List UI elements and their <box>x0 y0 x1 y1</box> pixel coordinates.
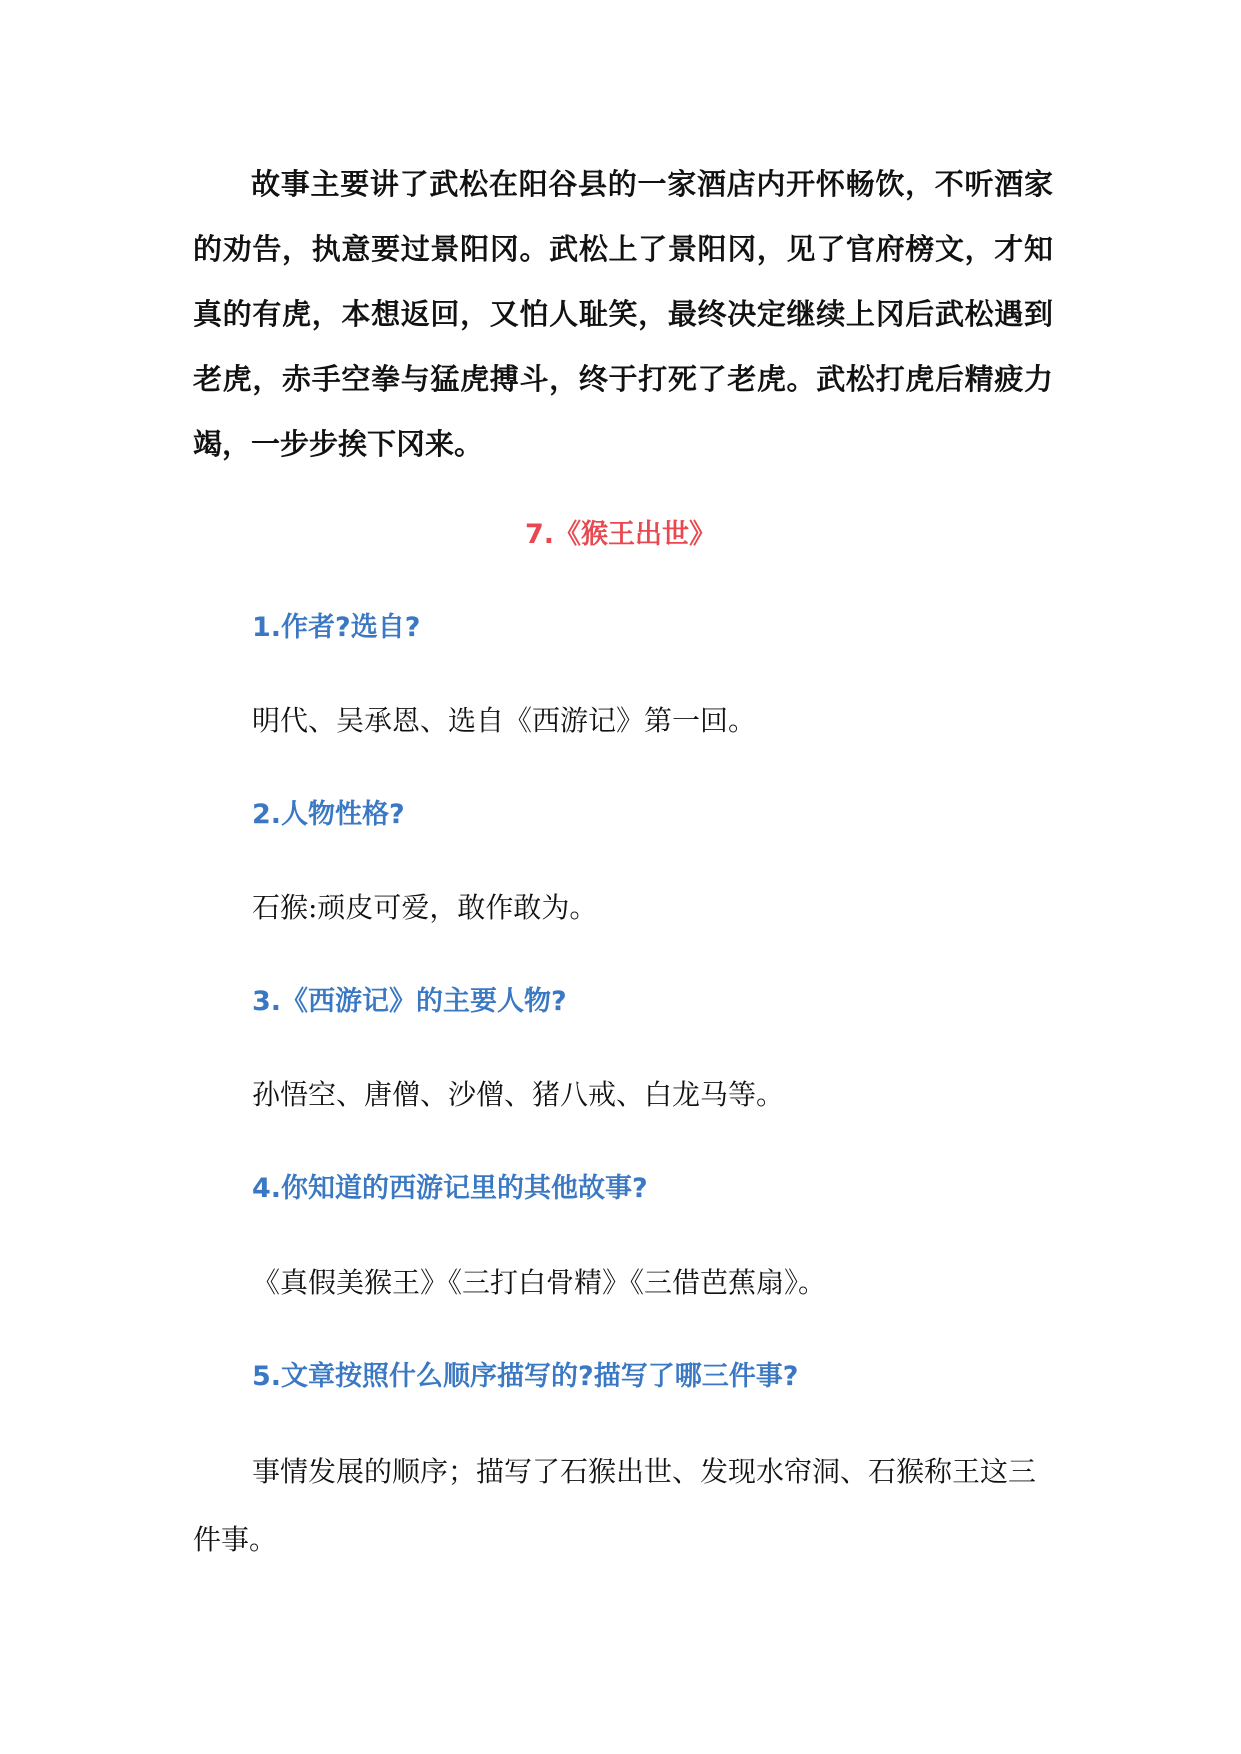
question-3: 3.《西游记》的主要人物? <box>252 986 567 1017</box>
question-1: 1.作者?选自? <box>252 612 421 643</box>
question-5: 5.文章按照什么顺序描写的?描写了哪三件事? <box>252 1361 799 1392</box>
answer-5: 事情发展的顺序；描写了石猴出世、发现水帘洞、石猴称王这三件事。 <box>193 1455 1037 1556</box>
answer-3: 孙悟空、唐僧、沙僧、猪八戒、白龙马等。 <box>252 1078 785 1111</box>
answer-1: 明代、吴承恩、选自《西游记》第一回。 <box>252 704 757 737</box>
answer-2: 石猴:顽皮可爱，敢作敢为。 <box>252 891 598 924</box>
intro-paragraph: 故事主要讲了武松在阳谷县的一家酒店内开怀畅饮，不听酒家的劝告，执意要过景阳冈。武松上了景阳冈，见了官府榜文，才知真的有虎，本想返回，又怕人耻笑，最终决定继续上冈后武松遇到老虎，赤手空拳与猛虎搏斗，终于打死了老虎。武松打虎后精疲力竭，一步步挨下冈来。 <box>193 167 1053 461</box>
answer-4: 《真假美猴王》《三打白骨精》《三借芭蕉扇》。 <box>252 1266 827 1299</box>
section-title: 7.《猴王出世》 <box>524 519 717 550</box>
question-2: 2.人物性格? <box>252 799 405 830</box>
question-4: 4.你知道的西游记里的其他故事? <box>252 1173 648 1204</box>
